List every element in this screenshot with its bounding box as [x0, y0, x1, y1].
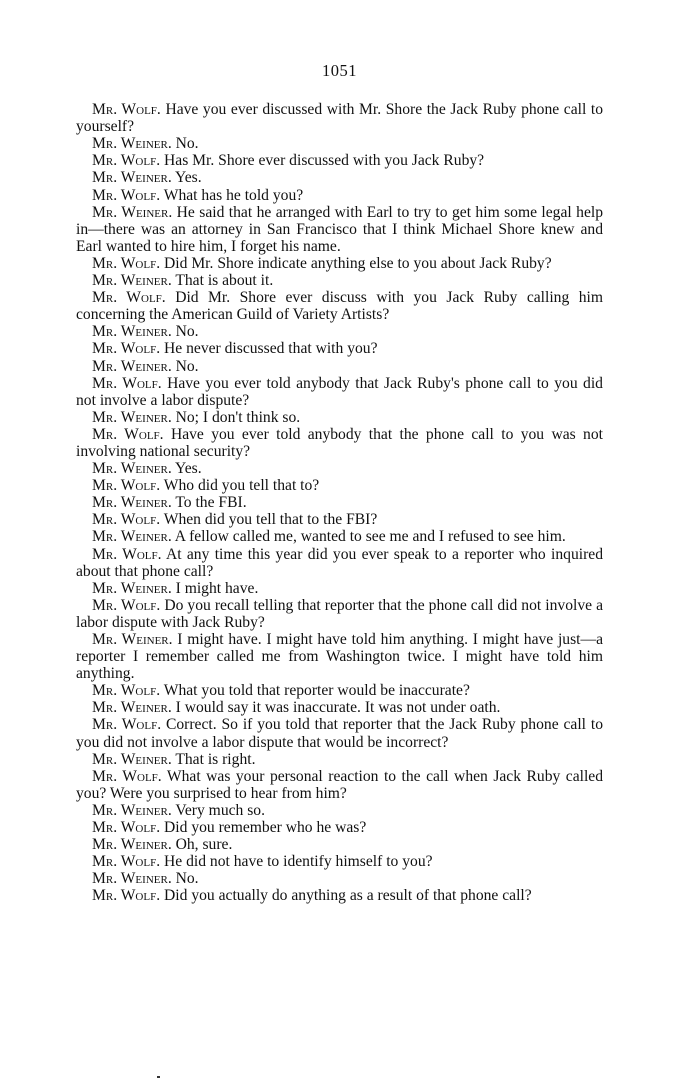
speaker-name: Mr. Wolf.	[92, 767, 162, 785]
utterance-text: I might have. I might have told him anything. I might have just—a reporter I remember called me from Washington twice. I might have told him anything.	[76, 631, 603, 683]
speaker-name: Mr. Wolf.	[92, 853, 161, 871]
transcript-paragraph	[76, 426, 603, 460]
transcript-paragraph	[76, 631, 603, 682]
utterance-text: What you told that reporter would be inaccurate?	[163, 682, 470, 700]
transcript-paragraph	[76, 546, 603, 580]
speaker-name: Mr. Weiner.	[92, 135, 172, 153]
transcript-paragraph	[76, 887, 603, 904]
speaker-name: Mr. Wolf.	[92, 289, 166, 307]
speaker-name: Mr. Weiner.	[92, 460, 172, 478]
utterance-text: I might have.	[175, 579, 259, 597]
transcript-paragraph	[76, 853, 603, 870]
speaker-name: Mr. Weiner.	[92, 408, 172, 426]
transcript-paragraph	[76, 580, 603, 597]
speaker-name: Mr. Weiner.	[92, 203, 173, 221]
speaker-name: Mr. Weiner.	[92, 801, 172, 819]
utterance-text: When did you tell that to the FBI?	[163, 511, 378, 529]
utterance-text: He said that he arranged with Earl to try to get him some legal help in—there was an attorney in San Francisco that I think Michael Shore knew and Earl wanted to hire him, I forget his name.	[76, 203, 603, 255]
utterance-text: Did you remember who he was?	[164, 819, 367, 837]
transcript-paragraph	[76, 768, 603, 802]
speaker-name: Mr. Wolf.	[92, 101, 161, 119]
transcript-paragraph	[76, 358, 603, 375]
speaker-name: Mr. Weiner.	[92, 750, 172, 768]
transcript-paragraph	[76, 187, 603, 204]
utterance-text: What was your personal reaction to the call when Jack Ruby called you? Were you surprised to hear from him?	[76, 767, 603, 802]
utterance-text: Oh, sure.	[175, 836, 233, 854]
utterance-text: Did Mr. Shore ever discuss with you Jack Ruby calling him concerning the American Guild of Variety Artists?	[76, 289, 603, 324]
speaker-name: Mr. Wolf.	[92, 511, 161, 529]
speaker-name: Mr. Weiner.	[92, 870, 172, 888]
utterance-text: Do you recall telling that reporter that the phone call did not involve a labor dispute with Jack Ruby?	[76, 596, 603, 631]
speaker-name: Mr. Wolf.	[92, 425, 164, 443]
speaker-name: Mr. Weiner.	[92, 357, 172, 375]
speaker-name: Mr. Weiner.	[92, 579, 172, 597]
transcript-paragraph	[76, 751, 603, 768]
transcript-paragraph	[76, 819, 603, 836]
transcript-paragraph	[76, 255, 603, 272]
speaker-name: Mr. Weiner.	[92, 494, 172, 512]
speaker-name: Mr. Wolf.	[92, 682, 161, 700]
speaker-name: Mr. Wolf.	[92, 596, 161, 614]
speaker-name: Mr. Wolf.	[92, 340, 161, 358]
transcript-paragraph	[76, 135, 603, 152]
utterance-text: Correct. So if you told that reporter that the Jack Ruby phone call to you did not involve a labor dispute that would be incorrect?	[76, 716, 603, 751]
utterance-text: No.	[175, 870, 199, 888]
transcript-paragraph	[76, 152, 603, 169]
transcript-paragraph	[76, 511, 603, 528]
utterance-text: I would say it was inaccurate. It was not under oath.	[175, 699, 501, 717]
transcript-paragraph	[76, 682, 603, 699]
utterance-text: No.	[175, 135, 199, 153]
speaker-name: Mr. Weiner.	[92, 272, 172, 290]
transcript-paragraph	[76, 494, 603, 511]
speaker-name: Mr. Weiner.	[92, 836, 172, 854]
transcript-paragraph	[76, 460, 603, 477]
speaker-name: Mr. Wolf.	[92, 887, 161, 905]
utterance-text: No.	[175, 357, 199, 375]
speaker-name: Mr. Wolf.	[92, 819, 161, 837]
utterance-text: He did not have to identify himself to you?	[164, 853, 433, 871]
transcript-paragraph	[76, 836, 603, 853]
transcript-paragraph	[76, 528, 603, 545]
transcript-paragraph	[76, 169, 603, 186]
transcript-paragraph	[76, 323, 603, 340]
transcript-paragraph	[76, 477, 603, 494]
utterance-text: Have you ever told anybody that Jack Ruby's phone call to you did not involve a labor dispute?	[76, 374, 603, 409]
speaker-name: Mr. Wolf.	[92, 477, 161, 495]
utterance-text: Did you actually do anything as a result of that phone call?	[164, 887, 532, 905]
utterance-text: To the FBI.	[175, 494, 247, 512]
utterance-text: That is about it.	[175, 272, 274, 290]
utterance-text: A fellow called me, wanted to see me and I refused to see him.	[174, 528, 566, 546]
utterance-text: At any time this year did you ever speak to a reporter who inquired about that phone call?	[76, 545, 603, 580]
speaker-name: Mr. Weiner.	[92, 631, 173, 648]
transcript-paragraph	[76, 375, 603, 409]
page-number: 1051	[322, 61, 357, 80]
utterance-text: Very much so.	[175, 801, 265, 819]
document-page	[76, 62, 603, 905]
transcript-paragraph	[76, 340, 603, 357]
utterance-text: No; I don't think so.	[175, 408, 301, 426]
utterance-text: Yes.	[175, 460, 202, 478]
speaker-name: Mr. Wolf.	[92, 152, 161, 170]
transcript-paragraph	[76, 802, 603, 819]
utterance-text: What has he told you?	[163, 186, 304, 204]
speaker-name: Mr. Weiner.	[92, 699, 172, 717]
speaker-name: Mr. Wolf.	[92, 374, 162, 392]
utterance-text: That is right.	[175, 750, 256, 768]
speaker-name: Mr. Wolf.	[92, 186, 161, 204]
transcript-paragraph	[76, 409, 603, 426]
utterance-text: Who did you tell that to?	[163, 477, 320, 495]
transcript-paragraph	[76, 289, 603, 323]
utterance-text: Have you ever told anybody that the phone call to you was not involving national security?	[76, 425, 603, 460]
speaker-name: Mr. Weiner.	[92, 528, 172, 546]
utterance-text: Did Mr. Shore indicate anything else to you about Jack Ruby?	[164, 254, 552, 272]
utterance-text: Has Mr. Shore ever discussed with you Jack Ruby?	[164, 152, 485, 170]
utterance-text: He never discussed that with you?	[164, 340, 378, 358]
speaker-name: Mr. Wolf.	[92, 545, 162, 563]
speaker-name: Mr. Wolf.	[92, 716, 162, 734]
utterance-text: No.	[175, 323, 199, 341]
transcript-paragraph	[76, 272, 603, 289]
transcript-body	[76, 101, 603, 904]
transcript-paragraph	[76, 716, 603, 750]
transcript-paragraph	[76, 597, 603, 631]
transcript-paragraph	[76, 204, 603, 255]
speaker-name: Mr. Weiner.	[92, 169, 172, 187]
speaker-name: Mr. Wolf.	[92, 254, 161, 272]
transcript-paragraph	[76, 101, 603, 135]
transcript-paragraph	[76, 870, 603, 887]
stray-mark	[157, 1076, 160, 1078]
utterance-text: Have you ever discussed with Mr. Shore the Jack Ruby phone call to yourself?	[76, 101, 604, 136]
transcript-paragraph	[76, 699, 603, 716]
utterance-text: Yes.	[175, 169, 202, 187]
speaker-name: Mr. Weiner.	[92, 323, 172, 341]
